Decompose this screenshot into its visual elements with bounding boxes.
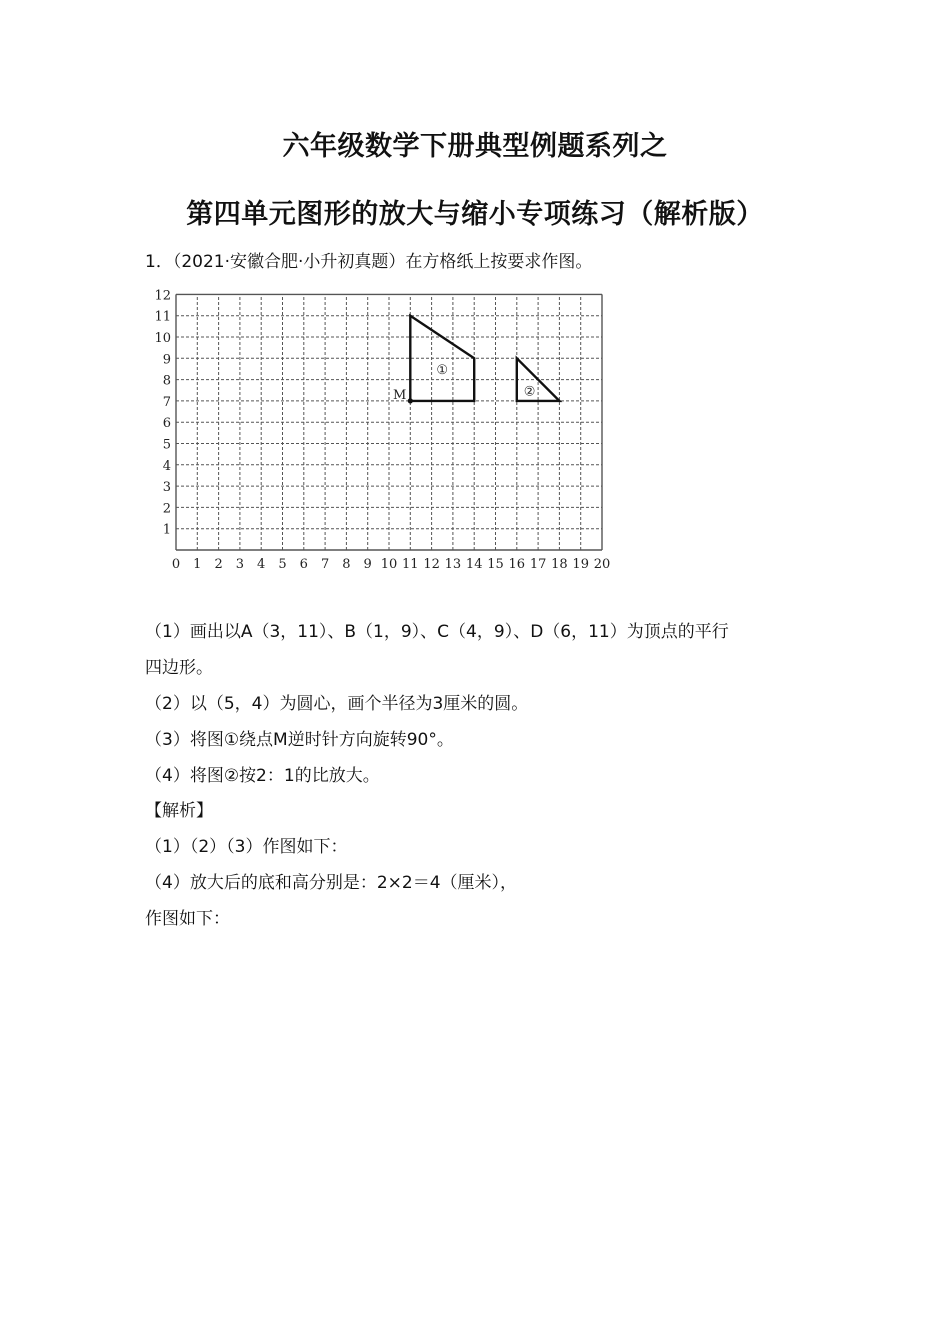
point-m-dot bbox=[408, 398, 413, 403]
y-tick-label: 5 bbox=[162, 437, 171, 453]
x-tick-label: 9 bbox=[363, 557, 372, 572]
part1-text-line1: （1）画出以A（3，11）、B（1，9）、C（4，9）、D（6，11）为顶点的平行 bbox=[145, 622, 729, 642]
x-tick-label: 1 bbox=[193, 557, 202, 572]
y-tick-label: 12 bbox=[154, 288, 171, 304]
x-axis-tick-labels bbox=[172, 557, 610, 572]
figure-shapes bbox=[393, 316, 559, 404]
x-tick-label: 6 bbox=[299, 557, 308, 572]
x-tick-label: 5 bbox=[278, 557, 287, 572]
x-tick-label: 19 bbox=[572, 557, 589, 572]
part3-text: （3）将图①绕点M逆时针方向旋转90°。 bbox=[145, 730, 454, 750]
y-tick-label: 1 bbox=[162, 522, 171, 538]
x-tick-label: 7 bbox=[320, 557, 330, 572]
y-tick-label: 6 bbox=[162, 416, 171, 432]
solution-line2: （4）放大后的底和高分别是：2×2＝4（厘米）， bbox=[145, 873, 518, 893]
x-tick-label: 8 bbox=[342, 557, 351, 572]
y-tick-label: 8 bbox=[162, 373, 171, 389]
x-tick-label: 10 bbox=[380, 557, 398, 572]
x-tick-label: 3 bbox=[235, 557, 245, 572]
shape-2-label: ② bbox=[523, 384, 536, 400]
x-tick-label: 16 bbox=[508, 557, 526, 572]
x-tick-label: 17 bbox=[529, 557, 547, 572]
x-tick-label: 4 bbox=[257, 557, 266, 572]
document-title: 六年级数学下册典型例题系列之 bbox=[282, 131, 668, 162]
x-tick-label: 18 bbox=[551, 557, 568, 572]
question-intro: 1．（2021·安徽合肥·小升初真题）在方格纸上按要求作图。 bbox=[145, 252, 593, 272]
y-tick-label: 4 bbox=[162, 458, 171, 474]
part1-text-line2: 四边形。 bbox=[145, 658, 213, 678]
y-tick-label: 11 bbox=[154, 309, 171, 325]
part4-text: （4）将图②按2：1的比放大。 bbox=[145, 766, 380, 786]
x-tick-label: 20 bbox=[593, 557, 611, 572]
y-tick-label: 3 bbox=[162, 480, 171, 496]
point-m-label: M bbox=[392, 387, 407, 403]
solution-line1: （1）（2）（3）作图如下： bbox=[145, 837, 348, 857]
y-axis-tick-labels bbox=[154, 288, 171, 537]
y-tick-label: 9 bbox=[162, 352, 171, 368]
x-tick-label: 11 bbox=[402, 557, 419, 572]
x-tick-label: 13 bbox=[444, 557, 462, 572]
x-tick-label: 0 bbox=[171, 557, 181, 572]
x-tick-label: 14 bbox=[465, 557, 483, 572]
coordinate-grid-figure bbox=[145, 286, 615, 586]
x-tick-label: 12 bbox=[423, 557, 440, 572]
x-tick-label: 2 bbox=[214, 557, 223, 572]
shape-1-label: ① bbox=[436, 362, 449, 378]
grid-lines bbox=[176, 294, 602, 550]
y-tick-label: 10 bbox=[154, 331, 171, 346]
solution-line3: 作图如下： bbox=[145, 909, 230, 929]
y-tick-label: 7 bbox=[162, 394, 171, 410]
y-tick-label: 2 bbox=[162, 501, 171, 517]
part2-text: （2）以（5，4）为圆心，画个半径为3厘米的圆。 bbox=[145, 694, 529, 714]
document-subtitle: 第四单元图形的放大与缩小专项练习（解析版） bbox=[186, 199, 764, 230]
solution-heading: 【解析】 bbox=[145, 801, 213, 821]
x-tick-label: 15 bbox=[487, 557, 504, 572]
